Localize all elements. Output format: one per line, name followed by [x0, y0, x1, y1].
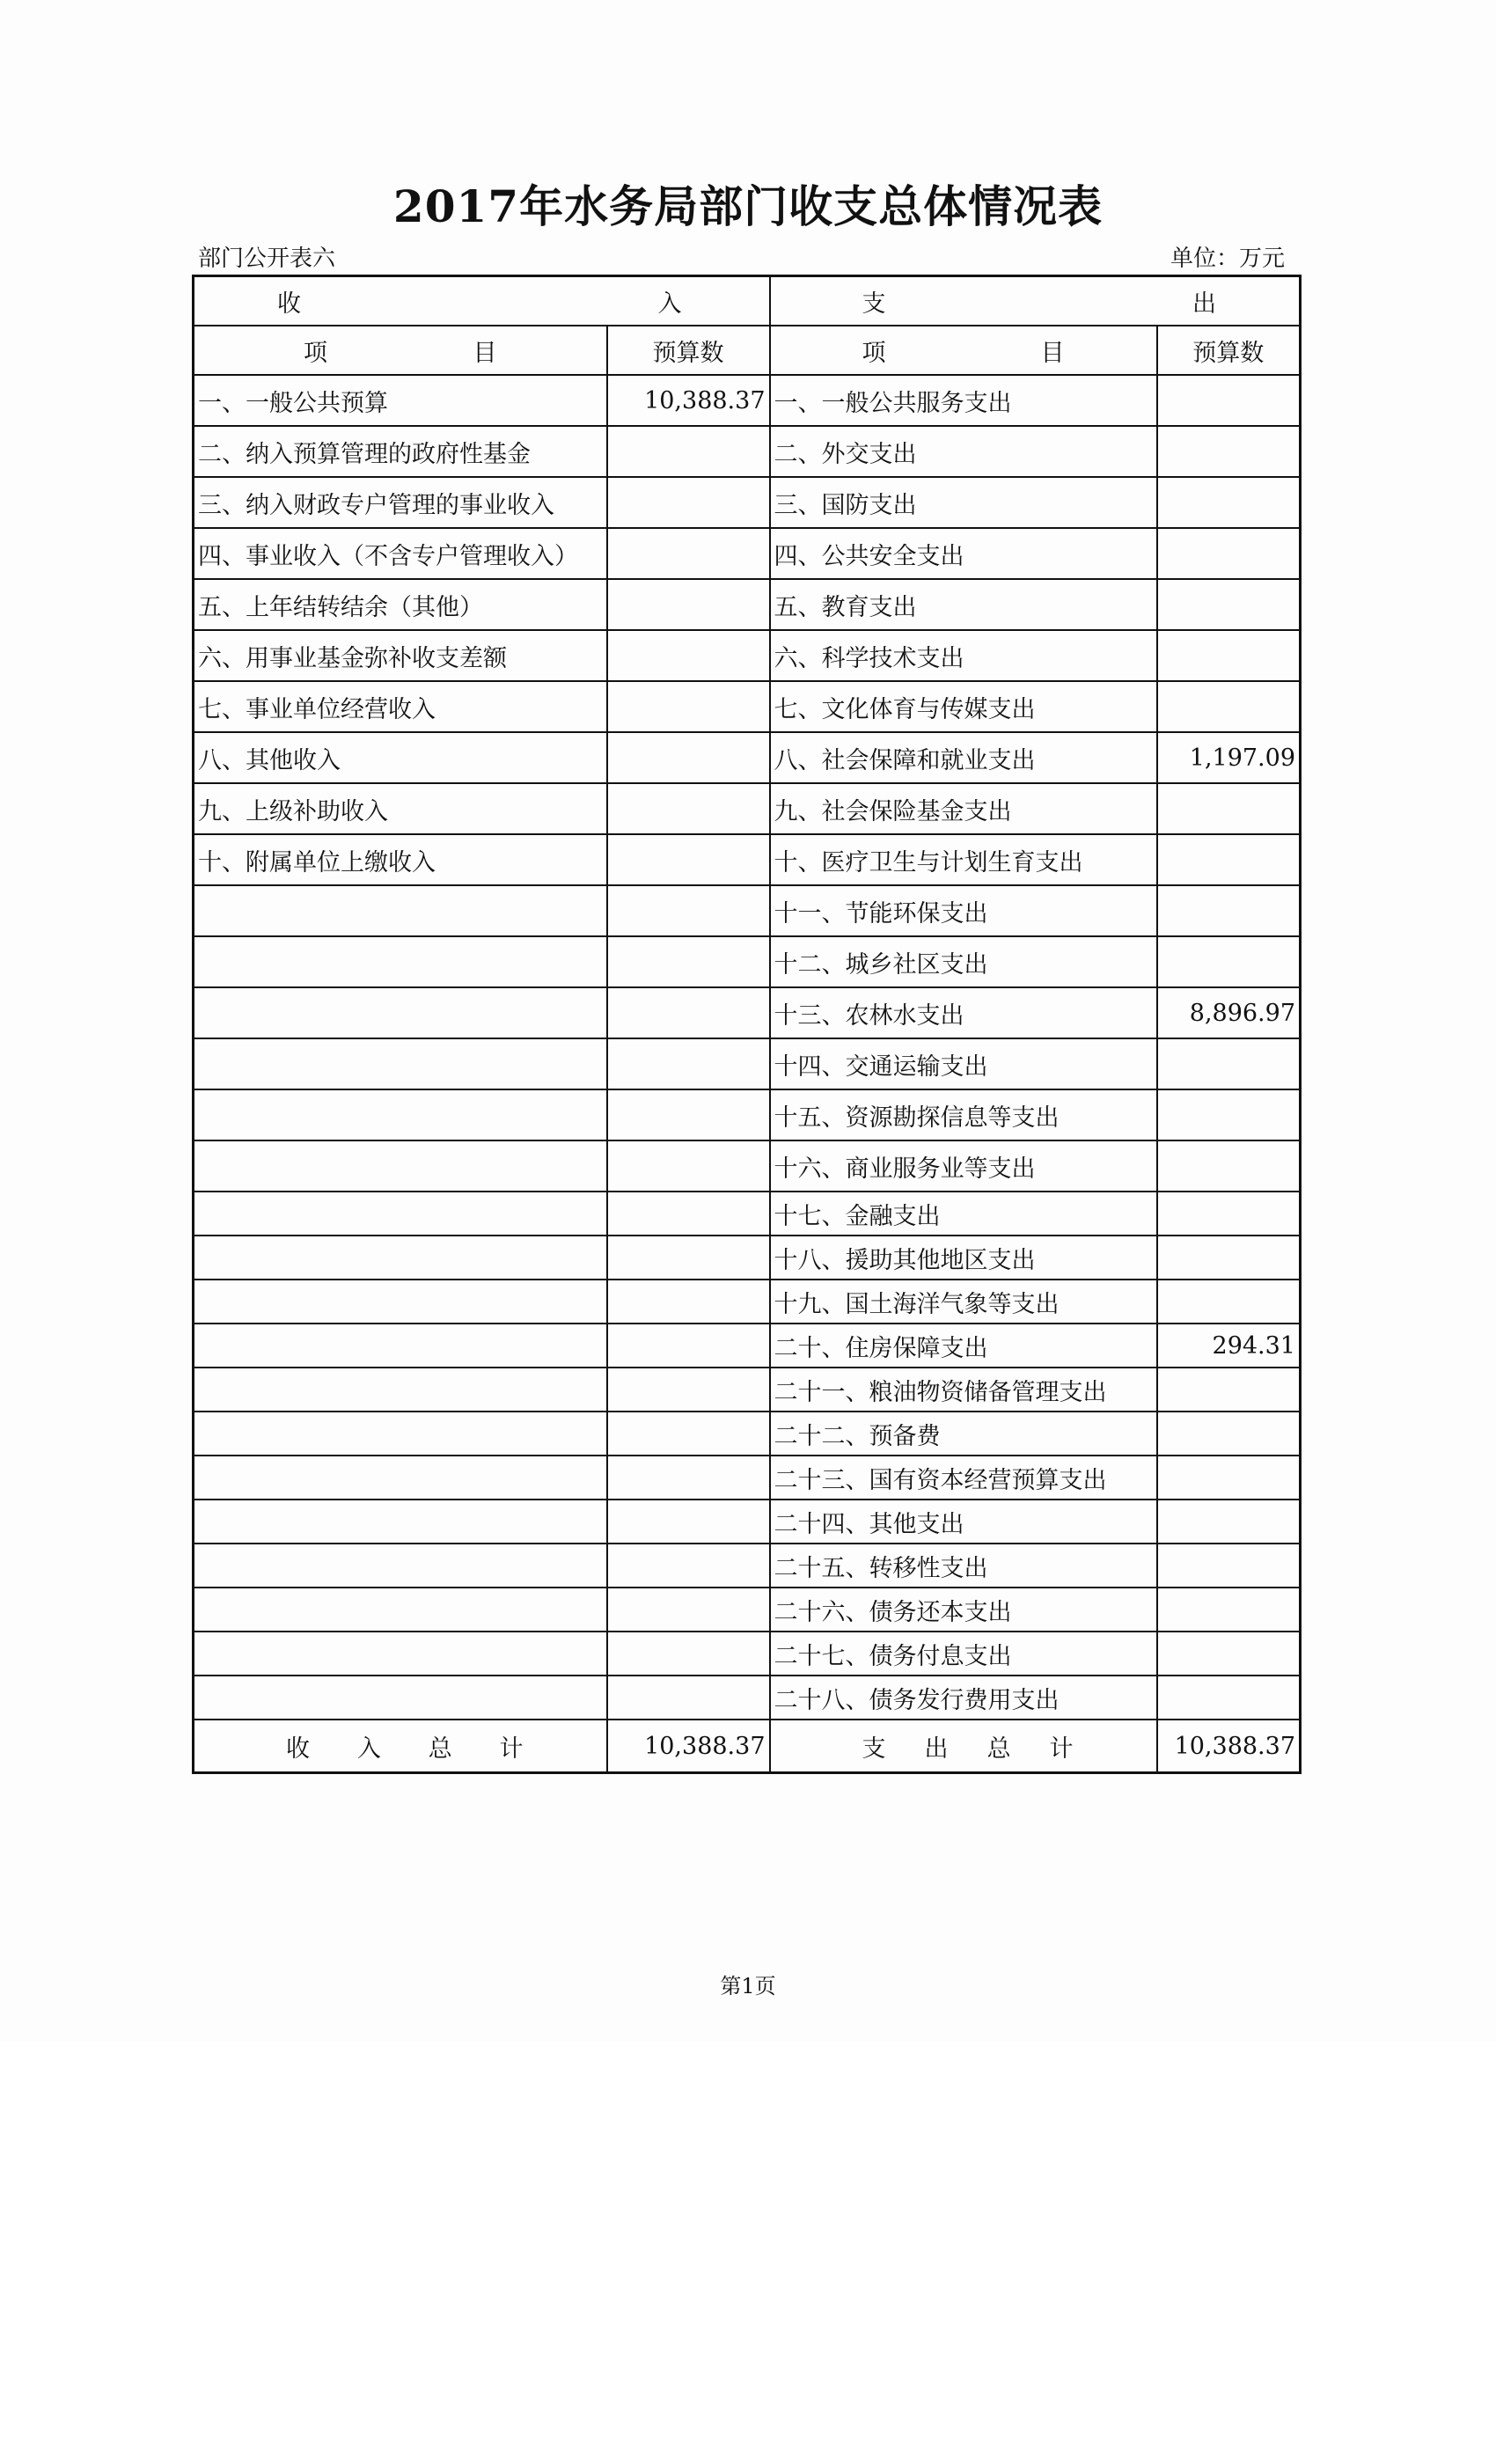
- expense-item-header-char-1: 项: [862, 339, 886, 367]
- table-row: [194, 1368, 1301, 1412]
- table-row: [194, 1676, 1301, 1720]
- expense-item-cell: 九、社会保险基金支出: [770, 783, 1157, 834]
- expense-item-cell: 十四、交通运输支出: [770, 1038, 1157, 1089]
- income-item-cell: 十、附属单位上缴收入: [194, 834, 607, 885]
- table-id: 部门公开表六: [198, 246, 336, 272]
- expense-amount-cell: 1,197.09: [1157, 732, 1301, 783]
- table-row: [194, 579, 1301, 630]
- budget-table-body: [194, 276, 1301, 1773]
- expense-item-cell: 四、公共安全支出: [770, 528, 1157, 579]
- income-amount-cell: [607, 885, 770, 936]
- table-row: [194, 1192, 1301, 1236]
- income-item-cell: [194, 1500, 607, 1544]
- expense-item-cell: 十九、国土海洋气象等支出: [770, 1280, 1157, 1324]
- expense-amount-cell: [1157, 1632, 1301, 1676]
- table-row: [194, 1324, 1301, 1368]
- expense-item-cell: 二十三、国有资本经营预算支出: [770, 1456, 1157, 1500]
- income-amount-cell: [607, 1236, 770, 1280]
- income-item-cell: [194, 1192, 607, 1236]
- expense-total-label: [770, 1720, 1157, 1773]
- income-amount-cell: [607, 1038, 770, 1089]
- expense-item-cell: 六、科学技术支出: [770, 630, 1157, 681]
- income-section-header: [194, 276, 770, 326]
- expense-item-cell: 十一、节能环保支出: [770, 885, 1157, 936]
- income-amount-cell: [607, 1368, 770, 1412]
- page-title: 2017年水务局部门收支总体情况表: [392, 180, 1104, 232]
- expense-item-cell: 二十一、粮油物资储备管理支出: [770, 1368, 1157, 1412]
- income-amount-cell: [607, 477, 770, 528]
- expense-item-cell: 十六、商业服务业等支出: [770, 1140, 1157, 1192]
- income-total-label-char: 计: [499, 1734, 524, 1763]
- expense-item-cell: 十八、援助其他地区支出: [770, 1236, 1157, 1280]
- totals-row: [194, 1720, 1301, 1773]
- expense-amount-cell: [1157, 783, 1301, 834]
- table-row: [194, 1456, 1301, 1500]
- income-amount-cell: [607, 1676, 770, 1720]
- income-item-cell: [194, 1676, 607, 1720]
- table-row: [194, 783, 1301, 834]
- expense-amount-cell: [1157, 1236, 1301, 1280]
- table-row: [194, 1544, 1301, 1588]
- income-amount-cell: [607, 1089, 770, 1140]
- table-row: [194, 1280, 1301, 1324]
- expense-amount-cell: [1157, 1500, 1301, 1544]
- income-total-label-char: 收: [286, 1734, 310, 1763]
- income-amount-cell: [607, 681, 770, 732]
- expense-item-cell: 七、文化体育与传媒支出: [770, 681, 1157, 732]
- table-row: [194, 1038, 1301, 1089]
- income-item-cell: [194, 885, 607, 936]
- income-item-cell: 三、纳入财政专户管理的事业收入: [194, 477, 607, 528]
- table-row: [194, 885, 1301, 936]
- income-item-cell: [194, 1456, 607, 1500]
- table-row: [194, 1089, 1301, 1140]
- income-item-cell: [194, 1089, 607, 1140]
- income-item-header-char-1: 项: [304, 339, 327, 367]
- income-amount-cell: [607, 1192, 770, 1236]
- expense-amount-cell: [1157, 426, 1301, 477]
- expense-amount-cell: [1157, 1368, 1301, 1412]
- expense-item-cell: 五、教育支出: [770, 579, 1157, 630]
- expense-amount-cell: [1157, 1089, 1301, 1140]
- expense-amount-cell: 294.31: [1157, 1324, 1301, 1368]
- income-amount-cell: [607, 732, 770, 783]
- income-item-cell: [194, 1280, 607, 1324]
- income-item-cell: [194, 1412, 607, 1456]
- income-amount-cell: [607, 1280, 770, 1324]
- expense-total-label-char: 计: [1049, 1734, 1074, 1763]
- expense-amount-cell: [1157, 1544, 1301, 1588]
- expense-amount-cell: [1157, 1038, 1301, 1089]
- income-amount-cell: [607, 528, 770, 579]
- income-amount-cell: [607, 783, 770, 834]
- income-item-cell: [194, 1038, 607, 1089]
- expense-total-label-char: 出: [924, 1734, 949, 1763]
- header-row-columns: [194, 326, 1301, 375]
- table-row: [194, 987, 1301, 1038]
- income-budget-header: 预算数: [607, 326, 770, 375]
- expense-amount-cell: [1157, 1412, 1301, 1456]
- expense-item-header: [770, 326, 1157, 375]
- income-item-cell: 二、纳入预算管理的政府性基金: [194, 426, 607, 477]
- income-total-label-char: 入: [356, 1734, 381, 1763]
- budget-table: [192, 275, 1302, 1774]
- expense-amount-cell: 8,896.97: [1157, 987, 1301, 1038]
- income-amount-cell: [607, 1544, 770, 1588]
- income-item-cell: [194, 1588, 607, 1632]
- expense-amount-cell: [1157, 1456, 1301, 1500]
- income-item-cell: [194, 1632, 607, 1676]
- income-item-cell: 九、上级补助收入: [194, 783, 607, 834]
- income-item-cell: [194, 1236, 607, 1280]
- expense-amount-cell: [1157, 1676, 1301, 1720]
- expense-item-cell: 十五、资源勘探信息等支出: [770, 1089, 1157, 1140]
- income-total-amount: 10,388.37: [607, 1720, 770, 1773]
- expense-item-cell: 二十四、其他支出: [770, 1500, 1157, 1544]
- expense-amount-cell: [1157, 885, 1301, 936]
- expense-amount-cell: [1157, 936, 1301, 987]
- income-total-label-char: 总: [428, 1734, 452, 1763]
- income-amount-cell: [607, 426, 770, 477]
- income-amount-cell: [607, 1412, 770, 1456]
- unit-label: 单位：万元: [1170, 246, 1286, 272]
- income-amount-cell: 10,388.37: [607, 375, 770, 426]
- income-amount-cell: [607, 987, 770, 1038]
- header-row-sections: [194, 276, 1301, 326]
- expense-amount-cell: [1157, 1588, 1301, 1632]
- income-item-cell: 一、一般公共预算: [194, 375, 607, 426]
- expense-amount-cell: [1157, 579, 1301, 630]
- income-item-header-char-2: 目: [473, 339, 497, 367]
- expense-item-cell: 二、外交支出: [770, 426, 1157, 477]
- income-amount-cell: [607, 630, 770, 681]
- income-item-cell: [194, 1140, 607, 1192]
- expense-item-cell: 二十八、债务发行费用支出: [770, 1676, 1157, 1720]
- page-number: 第1页: [720, 1974, 776, 1998]
- expense-amount-cell: [1157, 1192, 1301, 1236]
- income-amount-cell: [607, 1324, 770, 1368]
- table-row: [194, 834, 1301, 885]
- expense-item-cell: 二十五、转移性支出: [770, 1544, 1157, 1588]
- expense-total-amount: 10,388.37: [1157, 1720, 1301, 1773]
- income-item-cell: [194, 1324, 607, 1368]
- table-row: [194, 1588, 1301, 1632]
- expense-section-header: [770, 276, 1301, 326]
- expense-amount-cell: [1157, 528, 1301, 579]
- expense-header-char-2: 出: [1192, 290, 1216, 318]
- expense-item-cell: 十、医疗卫生与计划生育支出: [770, 834, 1157, 885]
- table-row: [194, 426, 1301, 477]
- expense-amount-cell: [1157, 477, 1301, 528]
- income-amount-cell: [607, 834, 770, 885]
- expense-item-cell: 八、社会保障和就业支出: [770, 732, 1157, 783]
- income-item-cell: [194, 936, 607, 987]
- expense-amount-cell: [1157, 681, 1301, 732]
- table-row: [194, 1412, 1301, 1456]
- income-item-cell: 四、事业收入（不含专户管理收入）: [194, 528, 607, 579]
- income-item-cell: [194, 987, 607, 1038]
- income-item-cell: [194, 1544, 607, 1588]
- table-row: [194, 630, 1301, 681]
- income-header-char-1: 收: [277, 290, 301, 318]
- expense-item-cell: 十三、农林水支出: [770, 987, 1157, 1038]
- table-row: [194, 936, 1301, 987]
- table-row: [194, 1236, 1301, 1280]
- table-row: [194, 1140, 1301, 1192]
- income-amount-cell: [607, 1456, 770, 1500]
- table-row: [194, 528, 1301, 579]
- expense-item-header-char-2: 目: [1040, 339, 1065, 367]
- expense-total-label-char: 支: [862, 1734, 886, 1763]
- expense-amount-cell: [1157, 375, 1301, 426]
- expense-amount-cell: [1157, 1140, 1301, 1192]
- expense-item-cell: 十二、城乡社区支出: [770, 936, 1157, 987]
- income-total-label: [194, 1720, 607, 1773]
- expense-amount-cell: [1157, 630, 1301, 681]
- income-amount-cell: [607, 579, 770, 630]
- expense-amount-cell: [1157, 1280, 1301, 1324]
- table-row: [194, 477, 1301, 528]
- income-item-cell: 八、其他收入: [194, 732, 607, 783]
- expense-total-label-char: 总: [986, 1734, 1011, 1763]
- income-header-char-2: 入: [657, 290, 682, 318]
- income-amount-cell: [607, 1632, 770, 1676]
- expense-budget-header: 预算数: [1157, 326, 1301, 375]
- income-item-cell: 七、事业单位经营收入: [194, 681, 607, 732]
- income-item-cell: 六、用事业基金弥补收支差额: [194, 630, 607, 681]
- expense-item-cell: 三、国防支出: [770, 477, 1157, 528]
- expense-item-cell: 二十七、债务付息支出: [770, 1632, 1157, 1676]
- table-row: [194, 375, 1301, 426]
- expense-item-cell: 二十、住房保障支出: [770, 1324, 1157, 1368]
- table-row: [194, 732, 1301, 783]
- income-item-header: [194, 326, 607, 375]
- expense-item-cell: 二十二、预备费: [770, 1412, 1157, 1456]
- income-amount-cell: [607, 936, 770, 987]
- income-item-cell: [194, 1368, 607, 1412]
- income-amount-cell: [607, 1140, 770, 1192]
- income-amount-cell: [607, 1500, 770, 1544]
- table-row: [194, 1500, 1301, 1544]
- expense-item-cell: 二十六、债务还本支出: [770, 1588, 1157, 1632]
- table-row: [194, 681, 1301, 732]
- expense-item-cell: 十七、金融支出: [770, 1192, 1157, 1236]
- expense-amount-cell: [1157, 834, 1301, 885]
- expense-header-char-1: 支: [862, 290, 886, 318]
- expense-item-cell: 一、一般公共服务支出: [770, 375, 1157, 426]
- income-amount-cell: [607, 1588, 770, 1632]
- income-item-cell: 五、上年结转结余（其他）: [194, 579, 607, 630]
- table-row: [194, 1632, 1301, 1676]
